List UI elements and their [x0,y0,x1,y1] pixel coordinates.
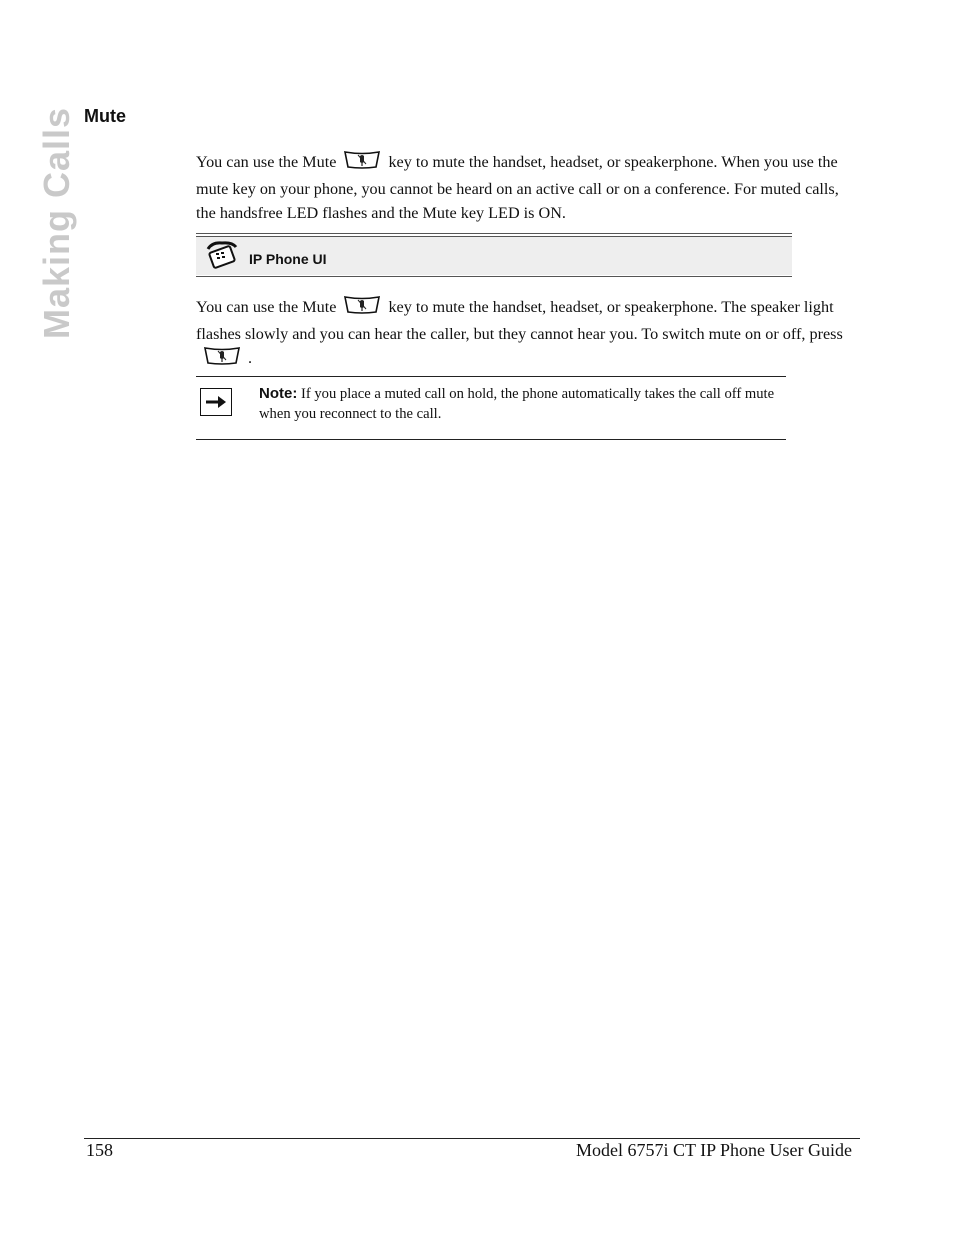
side-tab [34,108,80,338]
note-label: Note: [259,385,298,402]
arrow-right-icon [200,388,232,416]
paragraph-mute-ui [196,295,856,373]
divider [196,276,792,277]
paragraph2-lead: You can use the Mute [196,298,337,317]
paragraph1-rest: key to mute the handset, headset, or speakerphone. When you use the mute key on your phone, you cannot be heard on an active call or on a conference. For muted calls, the handsfree LED flashes and the Mute key LED is ON. [196,153,839,222]
guide-title: Model 6757i CT IP Phone User Guide [576,1140,852,1160]
paragraph2-end: . [248,349,253,368]
ip-phone-ui-bar [196,233,792,277]
mute-key-icon [342,295,382,322]
paragraph2-middle: key to mute the handset, headset, or speakerphone. The speaker light flashes slowly and you can hear the caller, but they cannot hear you. To switch mute on or off, press [196,298,843,343]
divider [196,233,792,234]
ip-phone-ui-label: IP Phone UI [249,251,327,267]
divider [196,376,786,377]
page-number: 158 [86,1140,113,1160]
note-text [259,384,784,424]
footer-divider [84,1138,860,1139]
mute-key-icon [202,346,242,373]
section-heading: Mute [84,106,126,126]
side-tab-text: Making Calls [36,106,77,340]
paragraph1-lead: You can use the Mute [196,153,337,172]
mute-key-icon [342,150,382,177]
divider [196,439,786,440]
paragraph-mute-description [196,150,856,225]
note-body: If you place a muted call on hold, the phone automatically takes the call off mute when you reconnect to the call. [259,386,775,422]
note-box [196,376,786,440]
phone-icon [204,241,240,274]
